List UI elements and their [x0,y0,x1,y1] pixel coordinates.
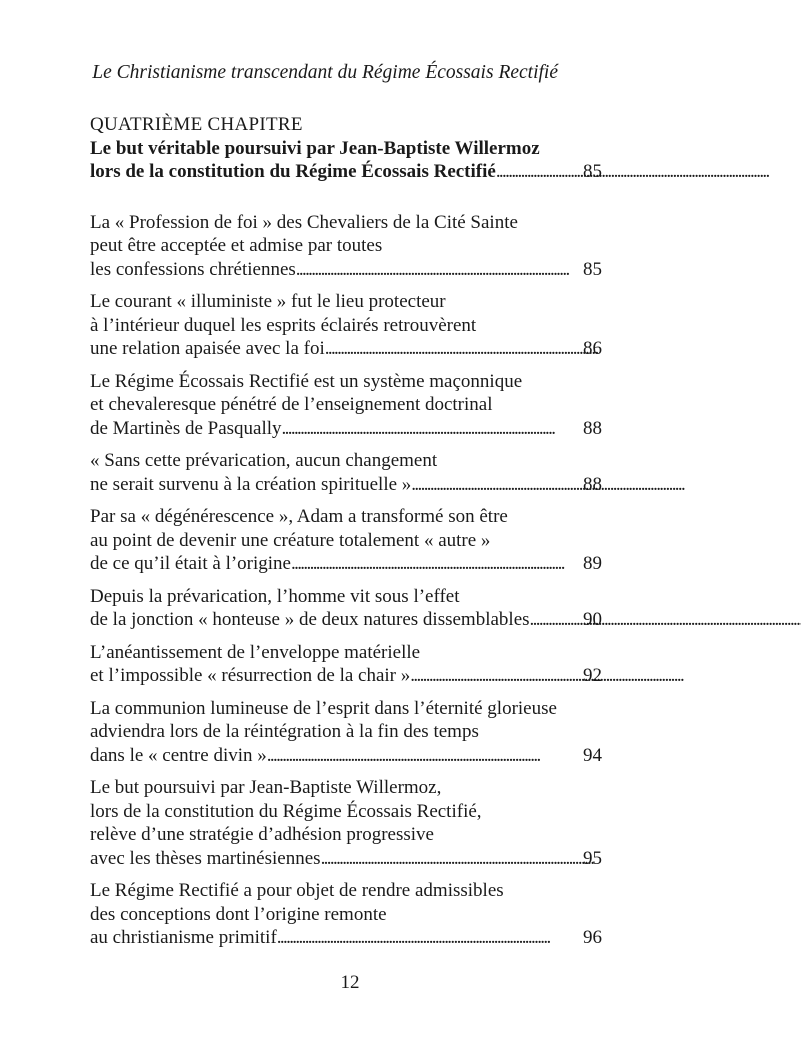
toc-entry-last-line [90,744,602,768]
toc-entry-line: Le Régime Rectifié a pour objet de rendre admissibles [90,880,504,901]
toc-entry[interactable] [90,697,602,768]
toc-entry-line: ne serait survenu à la création spirituelle » [90,473,412,495]
dot-leader [411,473,556,497]
toc-entry-line: Le courant « illuministe » fut le lieu protecteur [90,291,446,312]
toc-entry[interactable] [90,370,602,441]
dot-leader [325,337,556,361]
toc-entry-line: La communion lumineuse de l’esprit dans l’éternité glorieuse [90,697,557,719]
page-number: 89 [583,553,602,574]
toc-entry-last-line [90,258,602,282]
toc-entry-line: de Martinès de Pasqually [90,417,282,439]
toc-entry-line: Le but poursuivi par Jean-Baptiste Willermoz, [90,777,442,798]
toc-entry-line: les confessions chrétiennes [90,258,296,280]
dot-leader [296,258,556,282]
toc-entry-last-line [90,847,602,871]
page-number: 85 [583,161,602,182]
toc-entry[interactable] [90,290,602,361]
page-number: 88 [583,473,602,495]
page-number: 96 [583,927,602,948]
toc-entry-line: lors de la constitution du Régime Écossais Rectifié, [90,800,482,822]
toc-entry[interactable] [90,641,602,688]
dot-leader [530,608,556,632]
dot-leader [321,847,556,871]
toc-entry-line: et chevaleresque pénétré de l’enseignement doctrinal [90,394,493,415]
toc-entry-line: au point de devenir une créature totalement « autre » [90,529,491,551]
toc-entry-line: relève d’une stratégie d’adhésion progressive [90,824,434,845]
toc-entry-line: « Sans cette prévarication, aucun changement [90,450,438,471]
toc-entry-last-line [90,552,602,576]
toc-entry-line: La « Profession de foi » des Chevaliers de la Cité Sainte [90,211,518,233]
chapter-title-line: Le but véritable poursuivi par Jean-Baptiste Willermoz [90,137,540,159]
running-head: Le Christianisme transcendant du Régime Écossais Rectifié [92,62,558,83]
dot-leader [282,417,556,441]
page-number: 85 [583,258,602,280]
toc-entry[interactable] [90,879,602,950]
page-number: 90 [583,609,602,630]
dot-leader [291,552,556,576]
toc-entry-last-line [90,608,602,632]
page-number: 86 [583,338,602,359]
toc-entry-line: au christianisme primitif [90,927,277,948]
toc-entry-line: des conceptions dont l’origine remonte [90,903,387,925]
page-number: 92 [583,665,602,686]
toc-entry-line: L’anéantissement de l’enveloppe matérielle [90,641,421,663]
toc-entry-line: dans le « centre divin » [90,744,267,766]
toc-entry-last-line [90,664,602,688]
toc-entry-line: et l’impossible « résurrection de la chair » [90,665,411,686]
folio-page-number: 12 [340,972,360,993]
dot-leader [267,744,556,768]
toc-entry-last-line [90,473,602,497]
toc-entry-line: à l’intérieur duquel les esprits éclairés retrouvèrent [90,314,477,336]
toc-entry[interactable] [90,585,602,632]
toc-entry-line: de ce qu’il était à l’origine [90,553,291,574]
toc-entry-line: une relation apaisée avec la foi [90,338,325,359]
toc-entry-line: peut être acceptée et admise par toutes [90,235,383,256]
toc-entry-last-line [90,337,602,361]
chapter-heading [90,113,602,184]
table-of-contents [90,113,602,959]
toc-entries [90,211,602,950]
chapter-title-line: lors de la constitution du Régime Écossais Rectifié [90,161,496,182]
toc-entry-line: de la jonction « honteuse » de deux natures dissemblables [90,609,530,630]
page-number: 88 [583,417,602,439]
toc-entry-line: avec les thèses martinésiennes [90,847,321,869]
toc-entry[interactable] [90,505,602,576]
toc-entry[interactable] [90,776,602,870]
toc-entry-line: adviendra lors de la réintégration à la fin des temps [90,721,479,742]
toc-entry[interactable] [90,449,602,496]
toc-entry-last-line [90,926,602,950]
dot-leader [277,926,556,950]
toc-entry[interactable] [90,211,602,282]
toc-entry-last-line [90,417,602,441]
dot-leader [410,664,556,688]
chapter-label: QUATRIÈME CHAPITRE [90,114,303,135]
chapter-title-last-line[interactable] [90,160,602,184]
page-number: 95 [583,847,602,869]
dot-leader [496,160,556,184]
toc-entry-line: Le Régime Écossais Rectifié est un système maçonnique [90,370,523,392]
toc-entry-line: Depuis la prévarication, l’homme vit sous l’effet [90,585,460,607]
page-number: 94 [583,744,602,766]
toc-entry-line: Par sa « dégénérescence », Adam a transformé son être [90,506,508,527]
